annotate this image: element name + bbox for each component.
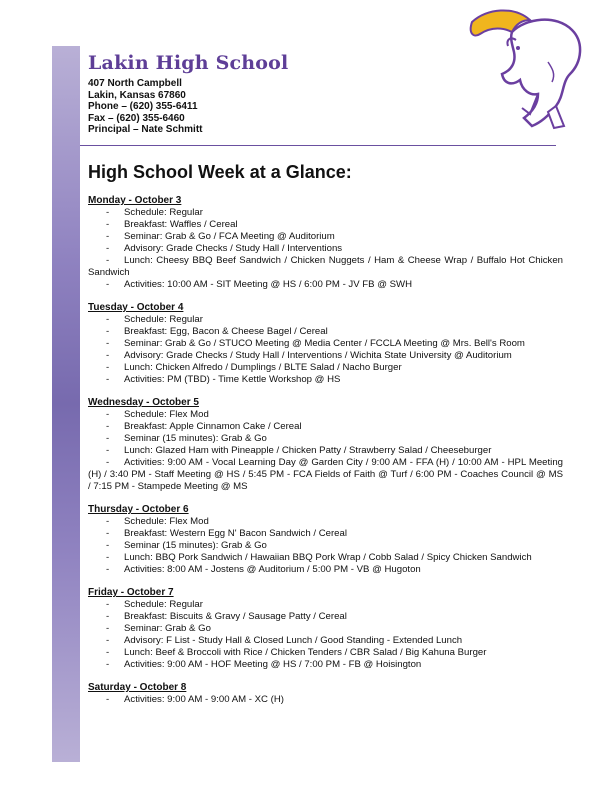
list-item <box>88 647 563 659</box>
day-heading: Monday - October 3 <box>88 195 182 206</box>
list-item-text: Lunch: Glazed Ham with Pineapple / Chicken Patty / Strawberry Salad / Cheeseburger <box>124 445 492 456</box>
bullet-dash: - <box>106 338 110 349</box>
list-item <box>88 338 563 350</box>
list-item-text: Advisory: Grade Checks / Study Hall / Interventions <box>124 243 343 254</box>
week-at-a-glance <box>88 162 563 717</box>
bullet-dash: - <box>106 421 110 432</box>
list-item-text: Advisory: Grade Checks / Study Hall / Interventions / Wichita State University @ Auditorium <box>124 350 512 361</box>
days-list <box>88 195 563 706</box>
list-item <box>88 374 563 386</box>
list-item <box>88 433 563 445</box>
list-item <box>88 219 563 231</box>
list-item <box>88 326 563 338</box>
page-title: High School Week at a Glance: <box>88 162 352 182</box>
list-item-text: Breakfast: Egg, Bacon & Cheese Bagel / Cereal <box>124 326 328 337</box>
bullet-dash: - <box>106 647 110 658</box>
list-item <box>88 457 563 493</box>
list-item-text: Breakfast: Western Egg N' Bacon Sandwich / Cereal <box>124 528 347 539</box>
day-section <box>88 302 563 386</box>
list-item-text: Seminar: Grab & Go / FCA Meeting @ Auditorium <box>124 231 335 242</box>
list-item <box>88 231 563 243</box>
bullet-dash: - <box>106 279 110 290</box>
day-heading: Saturday - October 8 <box>88 682 187 693</box>
bullet-dash: - <box>106 623 110 634</box>
list-item-text: Schedule: Regular <box>124 599 203 610</box>
bullet-dash: - <box>106 374 110 385</box>
bullet-dash: - <box>106 255 110 266</box>
day-section <box>88 504 563 576</box>
mustang-horse-icon <box>452 4 592 134</box>
list-item-text: Advisory: F List - Study Hall & Closed Lunch / Good Standing - Extended Lunch <box>124 635 463 646</box>
list-item <box>88 659 563 671</box>
fax-line: Fax – (620) 355-6460 <box>88 112 185 124</box>
list-item <box>88 362 563 374</box>
city-line: Lakin, Kansas 67860 <box>88 89 186 101</box>
bullet-dash: - <box>106 314 110 325</box>
decorative-sidebar <box>52 46 80 762</box>
address-line: 407 North Campbell <box>88 78 182 89</box>
day-heading: Wednesday - October 5 <box>88 397 199 408</box>
list-item-text: Seminar (15 minutes): Grab & Go <box>124 540 267 551</box>
school-name: Lakin High School <box>88 52 289 74</box>
list-item <box>88 564 563 576</box>
list-item-text: Seminar (15 minutes): Grab & Go <box>124 433 267 444</box>
list-item-text: Seminar: Grab & Go <box>124 623 211 634</box>
list-item <box>88 611 563 623</box>
list-item-text: Activities: 9:00 AM - HOF Meeting @ HS / 7:00 PM - FB @ Hoisington <box>124 659 422 670</box>
bullet-dash: - <box>106 635 110 646</box>
list-item-text: Schedule: Regular <box>124 314 203 325</box>
list-item <box>88 445 563 457</box>
list-item <box>88 409 563 421</box>
list-item <box>88 635 563 647</box>
list-item-text: Schedule: Flex Mod <box>124 409 209 420</box>
bullet-dash: - <box>106 231 110 242</box>
day-heading: Thursday - October 6 <box>88 504 189 515</box>
list-item-text: Breakfast: Waffles / Cereal <box>124 219 238 230</box>
bullet-dash: - <box>106 528 110 539</box>
list-item-text: Activities: 8:00 AM - Jostens @ Auditorium / 5:00 PM - VB @ Hugoton <box>124 564 421 575</box>
bullet-dash: - <box>106 694 110 705</box>
school-header <box>88 52 288 136</box>
list-item-text: Breakfast: Apple Cinnamon Cake / Cereal <box>124 421 302 432</box>
day-heading: Friday - October 7 <box>88 587 174 598</box>
list-item <box>88 314 563 326</box>
list-item-text: Lunch: Chicken Alfredo / Dumplings / BLTE Salad / Nacho Burger <box>124 362 402 373</box>
bullet-dash: - <box>106 243 110 254</box>
bullet-dash: - <box>106 564 110 575</box>
list-item <box>88 279 563 291</box>
list-item <box>88 552 563 564</box>
bullet-dash: - <box>106 659 110 670</box>
bullet-dash: - <box>106 362 110 373</box>
bullet-dash: - <box>106 350 110 361</box>
list-item <box>88 255 563 279</box>
bullet-dash: - <box>106 445 110 456</box>
bullet-dash: - <box>106 433 110 444</box>
day-section <box>88 682 563 706</box>
bullet-dash: - <box>106 326 110 337</box>
list-item <box>88 243 563 255</box>
bullet-dash: - <box>106 611 110 622</box>
list-item-text: Schedule: Flex Mod <box>124 516 209 527</box>
list-item <box>88 540 563 552</box>
list-item-text: Schedule: Regular <box>124 207 203 218</box>
day-section <box>88 397 563 493</box>
bullet-dash: - <box>106 219 110 230</box>
list-item <box>88 421 563 433</box>
list-item-text: Breakfast: Biscuits & Gravy / Sausage Patty / Cereal <box>124 611 347 622</box>
day-section <box>88 587 563 671</box>
bullet-dash: - <box>106 516 110 527</box>
list-item-text: Activities: 9:00 AM - Vocal Learning Day @ Garden City / 9:00 AM - FFA (H) / 10:00 AM - HPL Meeting (H) / 3:40 PM - Staff Meeting @ HS / 5:45 PM - FCA Fields of Faith @ Turf / 6:00 PM - Coaches Council @ MS / 7:15 PM - Stampede Meeting @ MS <box>88 457 563 492</box>
list-item-text: Seminar: Grab & Go / STUCO Meeting @ Media Center / FCCLA Meeting @ Mrs. Bell's Room <box>124 338 525 349</box>
principal-line: Principal – Nate Schmitt <box>88 124 203 135</box>
list-item-text: Lunch: Beef & Broccoli with Rice / Chicken Tenders / CBR Salad / Big Kahuna Burger <box>124 647 487 658</box>
header-divider <box>80 145 556 146</box>
bullet-dash: - <box>106 409 110 420</box>
bullet-dash: - <box>106 207 110 218</box>
list-item <box>88 623 563 635</box>
bullet-dash: - <box>106 540 110 551</box>
list-item <box>88 516 563 528</box>
day-heading: Tuesday - October 4 <box>88 302 184 313</box>
list-item <box>88 694 563 706</box>
list-item <box>88 207 563 219</box>
list-item-text: Lunch: BBQ Pork Sandwich / Hawaiian BBQ Pork Wrap / Cobb Salad / Spicy Chicken Sandwich <box>124 552 532 563</box>
list-item <box>88 528 563 540</box>
list-item-text: Activities: 9:00 AM - 9:00 AM - XC (H) <box>124 694 284 705</box>
list-item <box>88 599 563 611</box>
list-item <box>88 350 563 362</box>
phone-line: Phone – (620) 355-6411 <box>88 101 198 112</box>
list-item-text: Activities: PM (TBD) - Time Kettle Workshop @ HS <box>124 374 341 385</box>
bullet-dash: - <box>106 552 110 563</box>
day-section <box>88 195 563 291</box>
bullet-dash: - <box>106 599 110 610</box>
list-item-text: Activities: 10:00 AM - SIT Meeting @ HS / 6:00 PM - JV FB @ SWH <box>124 279 413 290</box>
list-item-text: Lunch: Cheesy BBQ Beef Sandwich / Chicken Nuggets / Ham & Cheese Wrap / Buffalo Hot Chicken Sandwich <box>88 255 563 278</box>
bullet-dash: - <box>106 457 110 468</box>
